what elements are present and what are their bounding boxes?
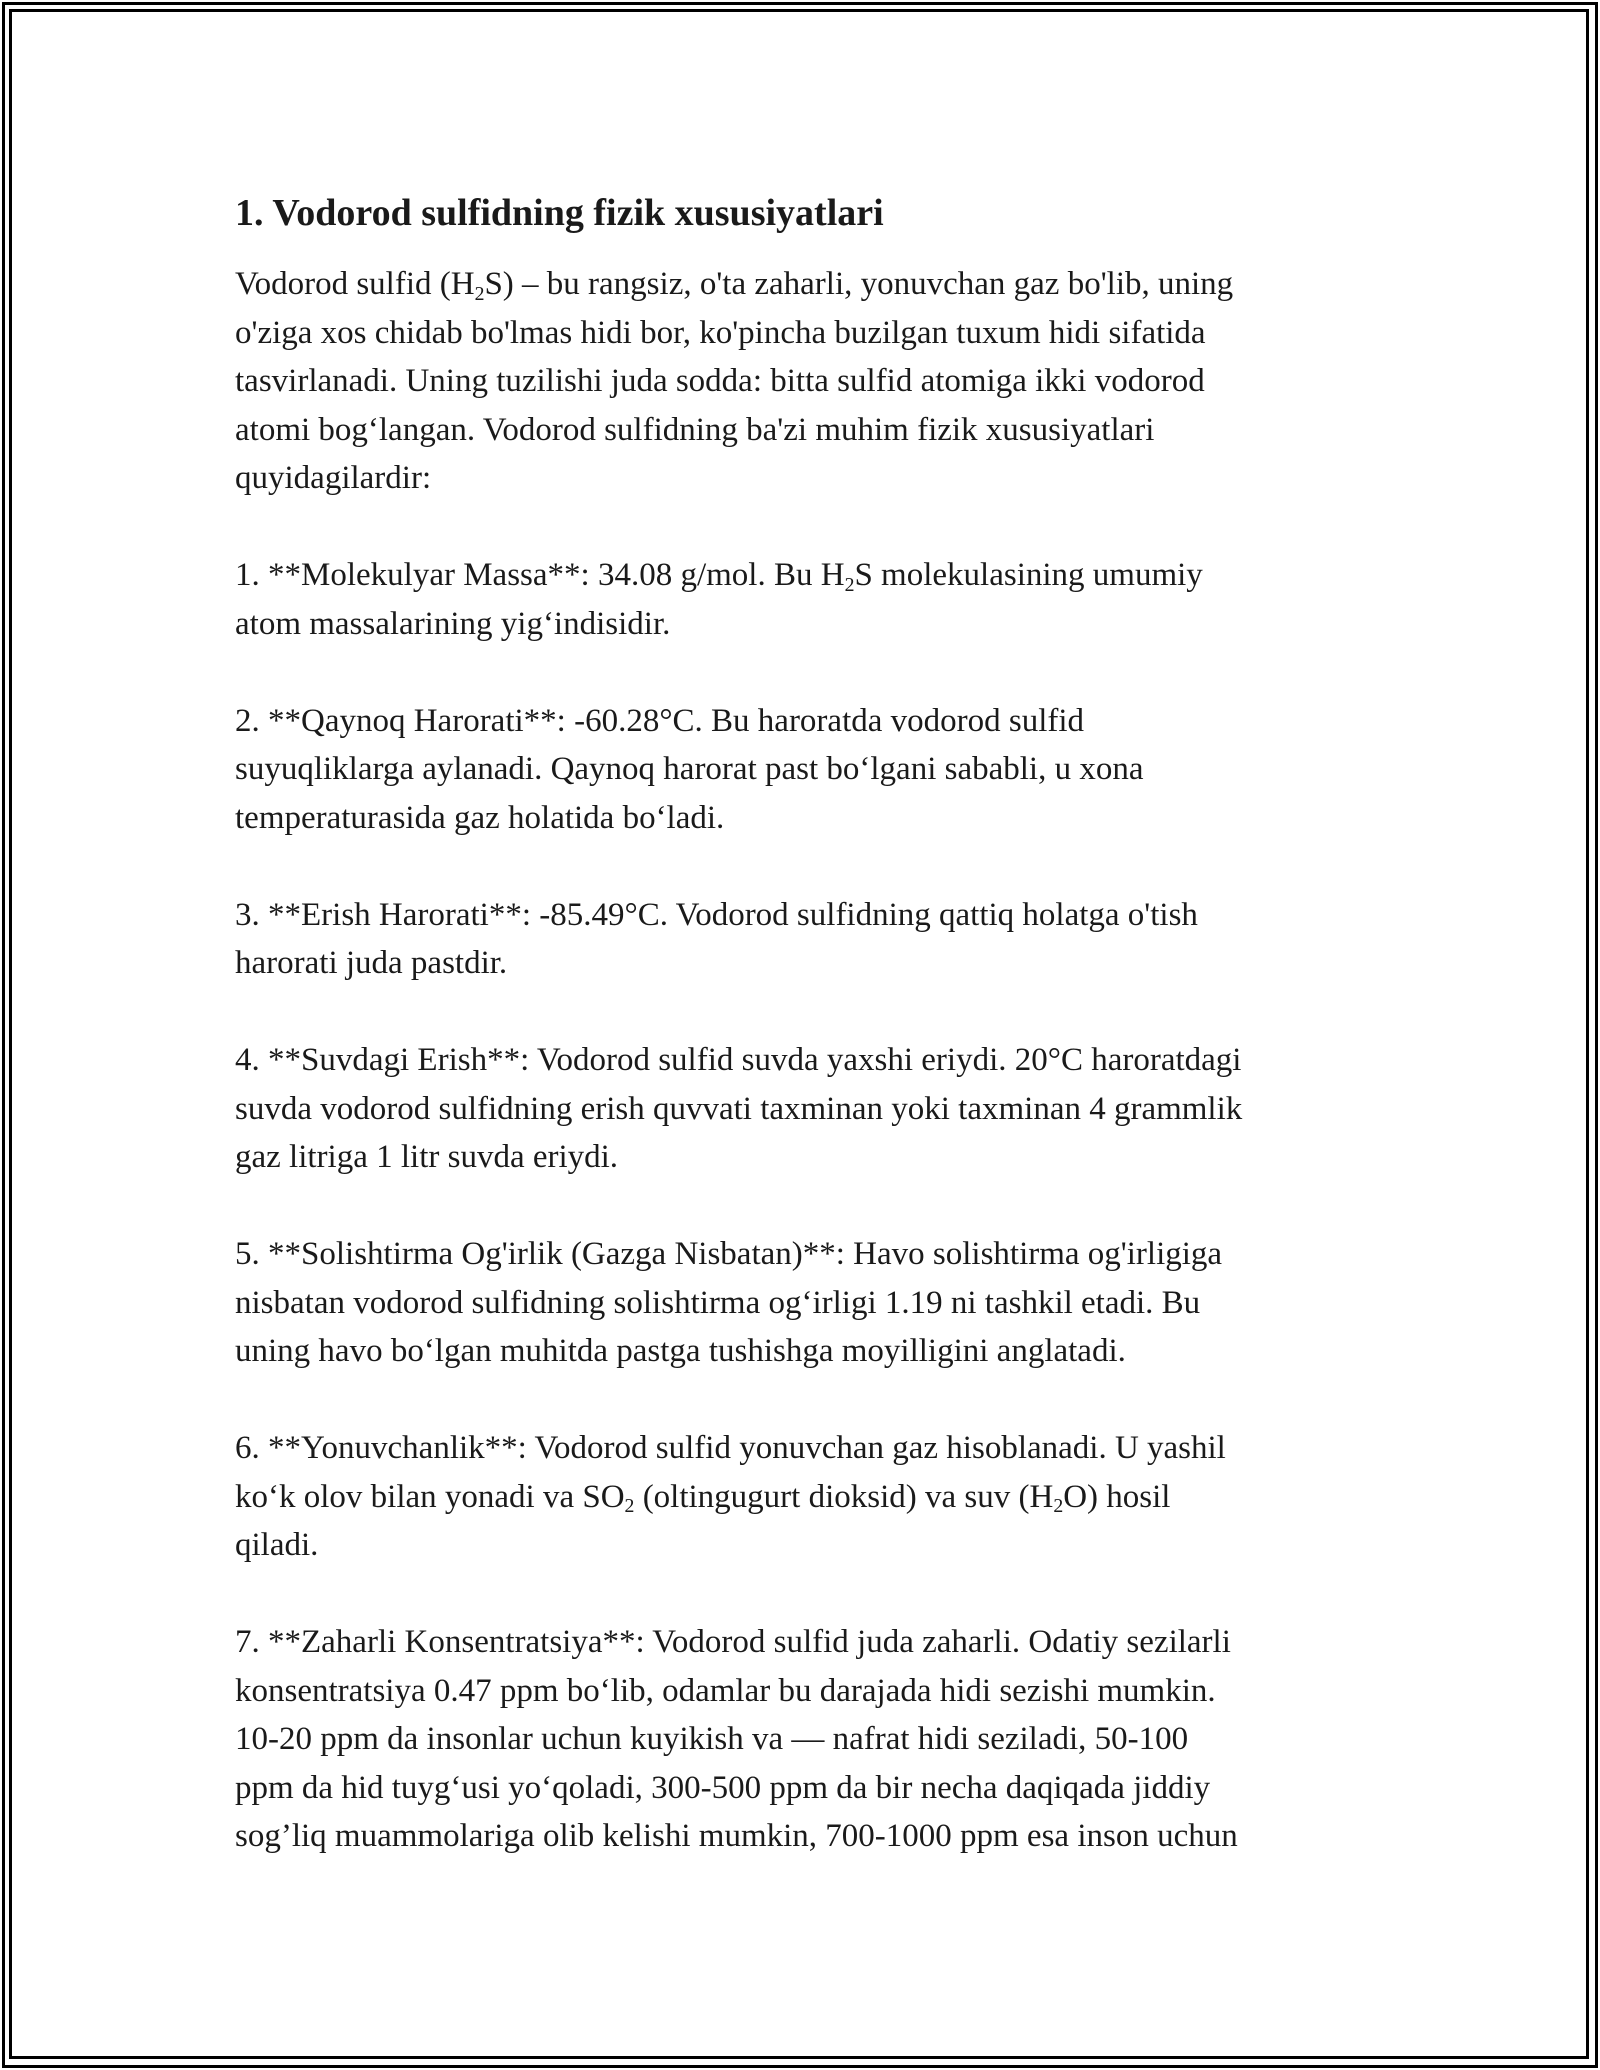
document-body	[235, 188, 1375, 1861]
list-item-boiling-point: 2. **Qaynoq Harorati**: -60.28°C. Bu haroratda vodorod sulfid suyuqliklarga aylanadi. Qaynoq harorat past bo‘lgani sababli, u xona temperaturasida gaz holatida bo‘ladi.	[235, 702, 1144, 836]
list-item-molecular-mass: 1. **Molekulyar Massa**: 34.08 g/mol. Bu $H_2S$ molekulasining umumiy atom massalarining yig‘indisidir.	[235, 557, 1203, 642]
list-item-water-solubility: 4. **Suvdagi Erish**: Vodorod sulfid suvda yaxshi eriydi. 20°C haroratdagi suvda vodorod sulfidning erish quvvati taxminan yoki taxminan 4 grammlik gaz litriga 1 litr suvda eriydi.	[235, 1042, 1243, 1175]
list-item-melting-point: 3. **Erish Harorati**: -85.49°C. Vodorod sulfidning qattiq holatga o'tish harorati juda pastdir.	[235, 896, 1198, 981]
list-item-flammability: 6. **Yonuvchanlik**: Vodorod sulfid yonuvchan gaz hisoblanadi. U yashil ko‘k olov bilan yonadi va $SO_2$ (oltingugurt dioksid) va suv $(H_2O)$ hosil qiladi.	[235, 1430, 1226, 1563]
list-item-specific-gravity: 5. **Solishtirma Og'irlik (Gazga Nisbatan)**: Havo solishtirma og'irligiga nisbatan vodorod sulfidning solishtirma og‘irligi 1.19 ni tashkil etadi. Bu uning havo bo‘lgan muhitda pastga tushishga moyilligini anglatadi.	[235, 1236, 1223, 1369]
section-title: 1. Vodorod sulfidning fizik xususiyatlari	[235, 192, 884, 234]
intro-paragraph: Vodorod sulfid $(H_2S)$ – bu rangsiz, o'ta zaharli, yonuvchan gaz bo'lib, uning o'ziga xos chidab bo'lmas hidi bor, ko'pincha buzilgan tuxum hidi sifatida tasvirlanadi. Uning tuzilishi juda sodda: bitta sulfid atomiga ikki vodorod atomi bog‘langan. Vodorod sulfidning ba'zi muhim fizik xususiyatlari quyidagilardir:	[235, 266, 1234, 496]
list-item-toxic-concentration: 7. **Zaharli Konsentratsiya**: Vodorod sulfid juda zaharli. Odatiy sezilarli konsentratsiya 0.47 ppm bo‘lib, odamlar bu darajada hidi sezishi mumkin. 10-20 ppm da insonlar uchun kuyikish va — nafrat hidi seziladi, 50-100 ppm da hid tuyg‘usi yo‘qoladi, 300-500 ppm da bir necha daqiqada jiddiy sog’liq muammolariga olib kelishi mumkin, 700-1000 ppm esa inson uchun	[235, 1624, 1238, 1854]
